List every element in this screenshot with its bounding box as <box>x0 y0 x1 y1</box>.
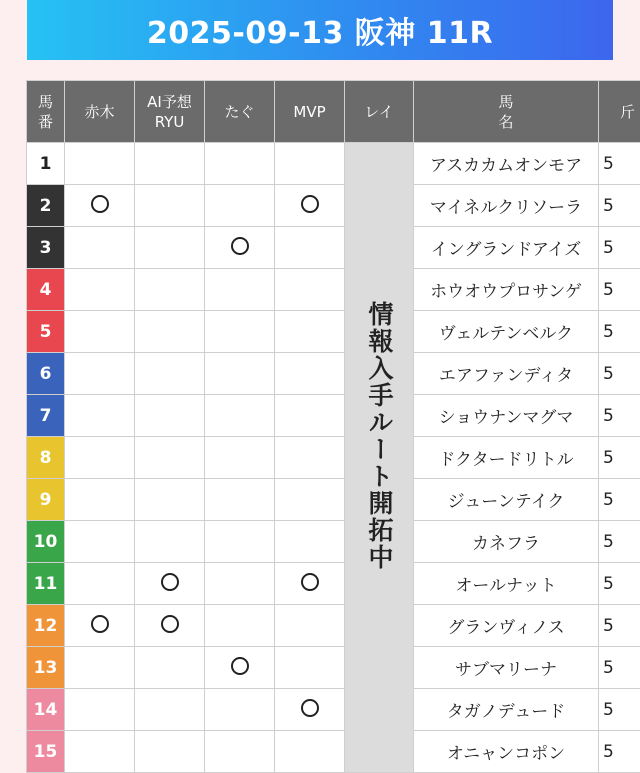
horse-number-cell: 8 <box>27 437 65 479</box>
table-row <box>27 311 640 353</box>
horse-name-cell[interactable]: オニャンコポン <box>414 731 599 773</box>
mvp-mark-cell <box>275 437 345 479</box>
ai-mark-cell <box>135 143 205 185</box>
rei-status-message: 情報入手ルート開拓中 <box>361 301 397 571</box>
horse-number-cell: 7 <box>27 395 65 437</box>
akagi-mark-cell <box>65 521 135 563</box>
akagi-mark-cell <box>65 269 135 311</box>
akagi-mark-cell <box>65 563 135 605</box>
header-row <box>27 81 640 143</box>
weight-cell: 5 <box>599 647 640 689</box>
header-tagu-label: たぐ <box>224 103 254 121</box>
circle-mark-icon <box>301 699 319 717</box>
table-body <box>27 143 640 773</box>
horse-name-cell[interactable]: タガノデュード <box>414 689 599 731</box>
header-rei <box>345 81 414 143</box>
ai-mark-cell <box>135 269 205 311</box>
mvp-mark-cell <box>275 143 345 185</box>
horse-name-cell[interactable]: マイネルクリソーラ <box>414 185 599 227</box>
horse-number-cell: 15 <box>27 731 65 773</box>
table-row <box>27 521 640 563</box>
circle-mark-icon <box>231 657 249 675</box>
mvp-mark-cell <box>275 227 345 269</box>
table-row <box>27 353 640 395</box>
mvp-mark-cell <box>275 269 345 311</box>
mvp-mark-cell <box>275 479 345 521</box>
header-horse-name-label: 馬 名 <box>498 93 513 131</box>
circle-mark-icon <box>161 615 179 633</box>
table-row <box>27 185 640 227</box>
horse-number-cell: 5 <box>27 311 65 353</box>
akagi-mark-cell <box>65 731 135 773</box>
ai-mark-cell <box>135 689 205 731</box>
weight-cell: 5 <box>599 437 640 479</box>
ai-mark-cell <box>135 479 205 521</box>
ai-mark-cell <box>135 647 205 689</box>
akagi-mark-cell <box>65 185 135 227</box>
ai-mark-cell <box>135 731 205 773</box>
weight-cell: 5 <box>599 227 640 269</box>
weight-cell: 5 <box>599 395 640 437</box>
prediction-table <box>26 80 640 773</box>
circle-mark-icon <box>301 195 319 213</box>
mvp-mark-cell <box>275 353 345 395</box>
tagu-mark-cell <box>205 437 275 479</box>
tagu-mark-cell <box>205 731 275 773</box>
horse-name-cell[interactable]: ヴェルテンベルク <box>414 311 599 353</box>
weight-cell: 5 <box>599 311 640 353</box>
table-row <box>27 689 640 731</box>
weight-cell: 5 <box>599 563 640 605</box>
table-row <box>27 269 640 311</box>
weight-cell: 5 <box>599 185 640 227</box>
horse-name-cell[interactable]: グランヴィノス <box>414 605 599 647</box>
horse-number-cell: 10 <box>27 521 65 563</box>
tagu-mark-cell <box>205 647 275 689</box>
horse-name-cell[interactable]: ドクタードリトル <box>414 437 599 479</box>
ai-mark-cell <box>135 605 205 647</box>
header-ai-ryu-label: AI予想 RYU <box>147 93 192 131</box>
header-horse-number-label: 馬 番 <box>38 93 53 131</box>
mvp-mark-cell <box>275 647 345 689</box>
horse-name-cell[interactable]: ホウオウプロサンゲ <box>414 269 599 311</box>
table-row <box>27 563 640 605</box>
horse-number-cell: 1 <box>27 143 65 185</box>
table-row <box>27 437 640 479</box>
tagu-mark-cell <box>205 269 275 311</box>
weight-cell: 5 <box>599 269 640 311</box>
header-rei-label: レイ <box>364 103 393 121</box>
mvp-mark-cell <box>275 689 345 731</box>
ai-mark-cell <box>135 353 205 395</box>
horse-number-cell: 12 <box>27 605 65 647</box>
weight-cell: 5 <box>599 689 640 731</box>
tagu-mark-cell <box>205 353 275 395</box>
mvp-mark-cell <box>275 185 345 227</box>
circle-mark-icon <box>301 573 319 591</box>
mvp-mark-cell <box>275 563 345 605</box>
ai-mark-cell <box>135 395 205 437</box>
header-ai-ryu <box>135 81 205 143</box>
mvp-mark-cell <box>275 731 345 773</box>
horse-number-cell: 6 <box>27 353 65 395</box>
horse-number-cell: 2 <box>27 185 65 227</box>
tagu-mark-cell <box>205 605 275 647</box>
header-mvp-label: MVP <box>293 103 325 121</box>
race-title: 2025-09-13 阪神 11R <box>147 8 493 52</box>
race-title-bar <box>27 0 613 60</box>
weight-cell: 5 <box>599 731 640 773</box>
ai-mark-cell <box>135 521 205 563</box>
header-tagu <box>205 81 275 143</box>
weight-cell: 5 <box>599 521 640 563</box>
table-row <box>27 605 640 647</box>
table-row <box>27 227 640 269</box>
akagi-mark-cell <box>65 311 135 353</box>
horse-number-cell: 11 <box>27 563 65 605</box>
horse-number-cell: 14 <box>27 689 65 731</box>
table-row <box>27 647 640 689</box>
akagi-mark-cell <box>65 227 135 269</box>
mvp-mark-cell <box>275 311 345 353</box>
mvp-mark-cell <box>275 605 345 647</box>
horse-number-cell: 4 <box>27 269 65 311</box>
tagu-mark-cell <box>205 395 275 437</box>
horse-name-cell[interactable]: ジューンテイク <box>414 479 599 521</box>
horse-number-cell: 9 <box>27 479 65 521</box>
horse-number-cell: 13 <box>27 647 65 689</box>
table-row <box>27 731 640 773</box>
header-akagi <box>65 81 135 143</box>
header-akagi-label: 赤木 <box>84 103 114 121</box>
header-horse-name <box>414 81 599 143</box>
circle-mark-icon <box>231 237 249 255</box>
tagu-mark-cell <box>205 311 275 353</box>
header-extra-label: 斤 <box>620 103 635 121</box>
tagu-mark-cell <box>205 479 275 521</box>
horse-name-cell[interactable]: カネフラ <box>414 521 599 563</box>
header-extra <box>599 81 640 143</box>
horse-name-cell[interactable]: イングランドアイズ <box>414 227 599 269</box>
rei-column-cell <box>345 143 414 773</box>
akagi-mark-cell <box>65 143 135 185</box>
tagu-mark-cell <box>205 521 275 563</box>
weight-cell: 5 <box>599 353 640 395</box>
tagu-mark-cell <box>205 143 275 185</box>
akagi-mark-cell <box>65 479 135 521</box>
circle-mark-icon <box>91 195 109 213</box>
akagi-mark-cell <box>65 437 135 479</box>
ai-mark-cell <box>135 227 205 269</box>
mvp-mark-cell <box>275 395 345 437</box>
horse-number-cell: 3 <box>27 227 65 269</box>
mvp-mark-cell <box>275 521 345 563</box>
ai-mark-cell <box>135 563 205 605</box>
horse-name-cell[interactable]: サブマリーナ <box>414 647 599 689</box>
weight-cell: 5 <box>599 143 640 185</box>
akagi-mark-cell <box>65 689 135 731</box>
akagi-mark-cell <box>65 353 135 395</box>
header-horse-number <box>27 81 65 143</box>
weight-cell: 5 <box>599 605 640 647</box>
akagi-mark-cell <box>65 395 135 437</box>
table-row <box>27 395 640 437</box>
header-mvp <box>275 81 345 143</box>
weight-cell: 5 <box>599 479 640 521</box>
table-row <box>27 479 640 521</box>
horse-name-cell[interactable]: エアファンディタ <box>414 353 599 395</box>
circle-mark-icon <box>161 573 179 591</box>
akagi-mark-cell <box>65 605 135 647</box>
akagi-mark-cell <box>65 647 135 689</box>
ai-mark-cell <box>135 185 205 227</box>
ai-mark-cell <box>135 437 205 479</box>
tagu-mark-cell <box>205 185 275 227</box>
circle-mark-icon <box>91 615 109 633</box>
tagu-mark-cell <box>205 563 275 605</box>
tagu-mark-cell <box>205 227 275 269</box>
ai-mark-cell <box>135 311 205 353</box>
horse-name-cell[interactable]: アスカカムオンモア <box>414 143 599 185</box>
horse-name-cell[interactable]: オールナット <box>414 563 599 605</box>
horse-name-cell[interactable]: ショウナンマグマ <box>414 395 599 437</box>
table-row <box>27 143 640 185</box>
tagu-mark-cell <box>205 689 275 731</box>
